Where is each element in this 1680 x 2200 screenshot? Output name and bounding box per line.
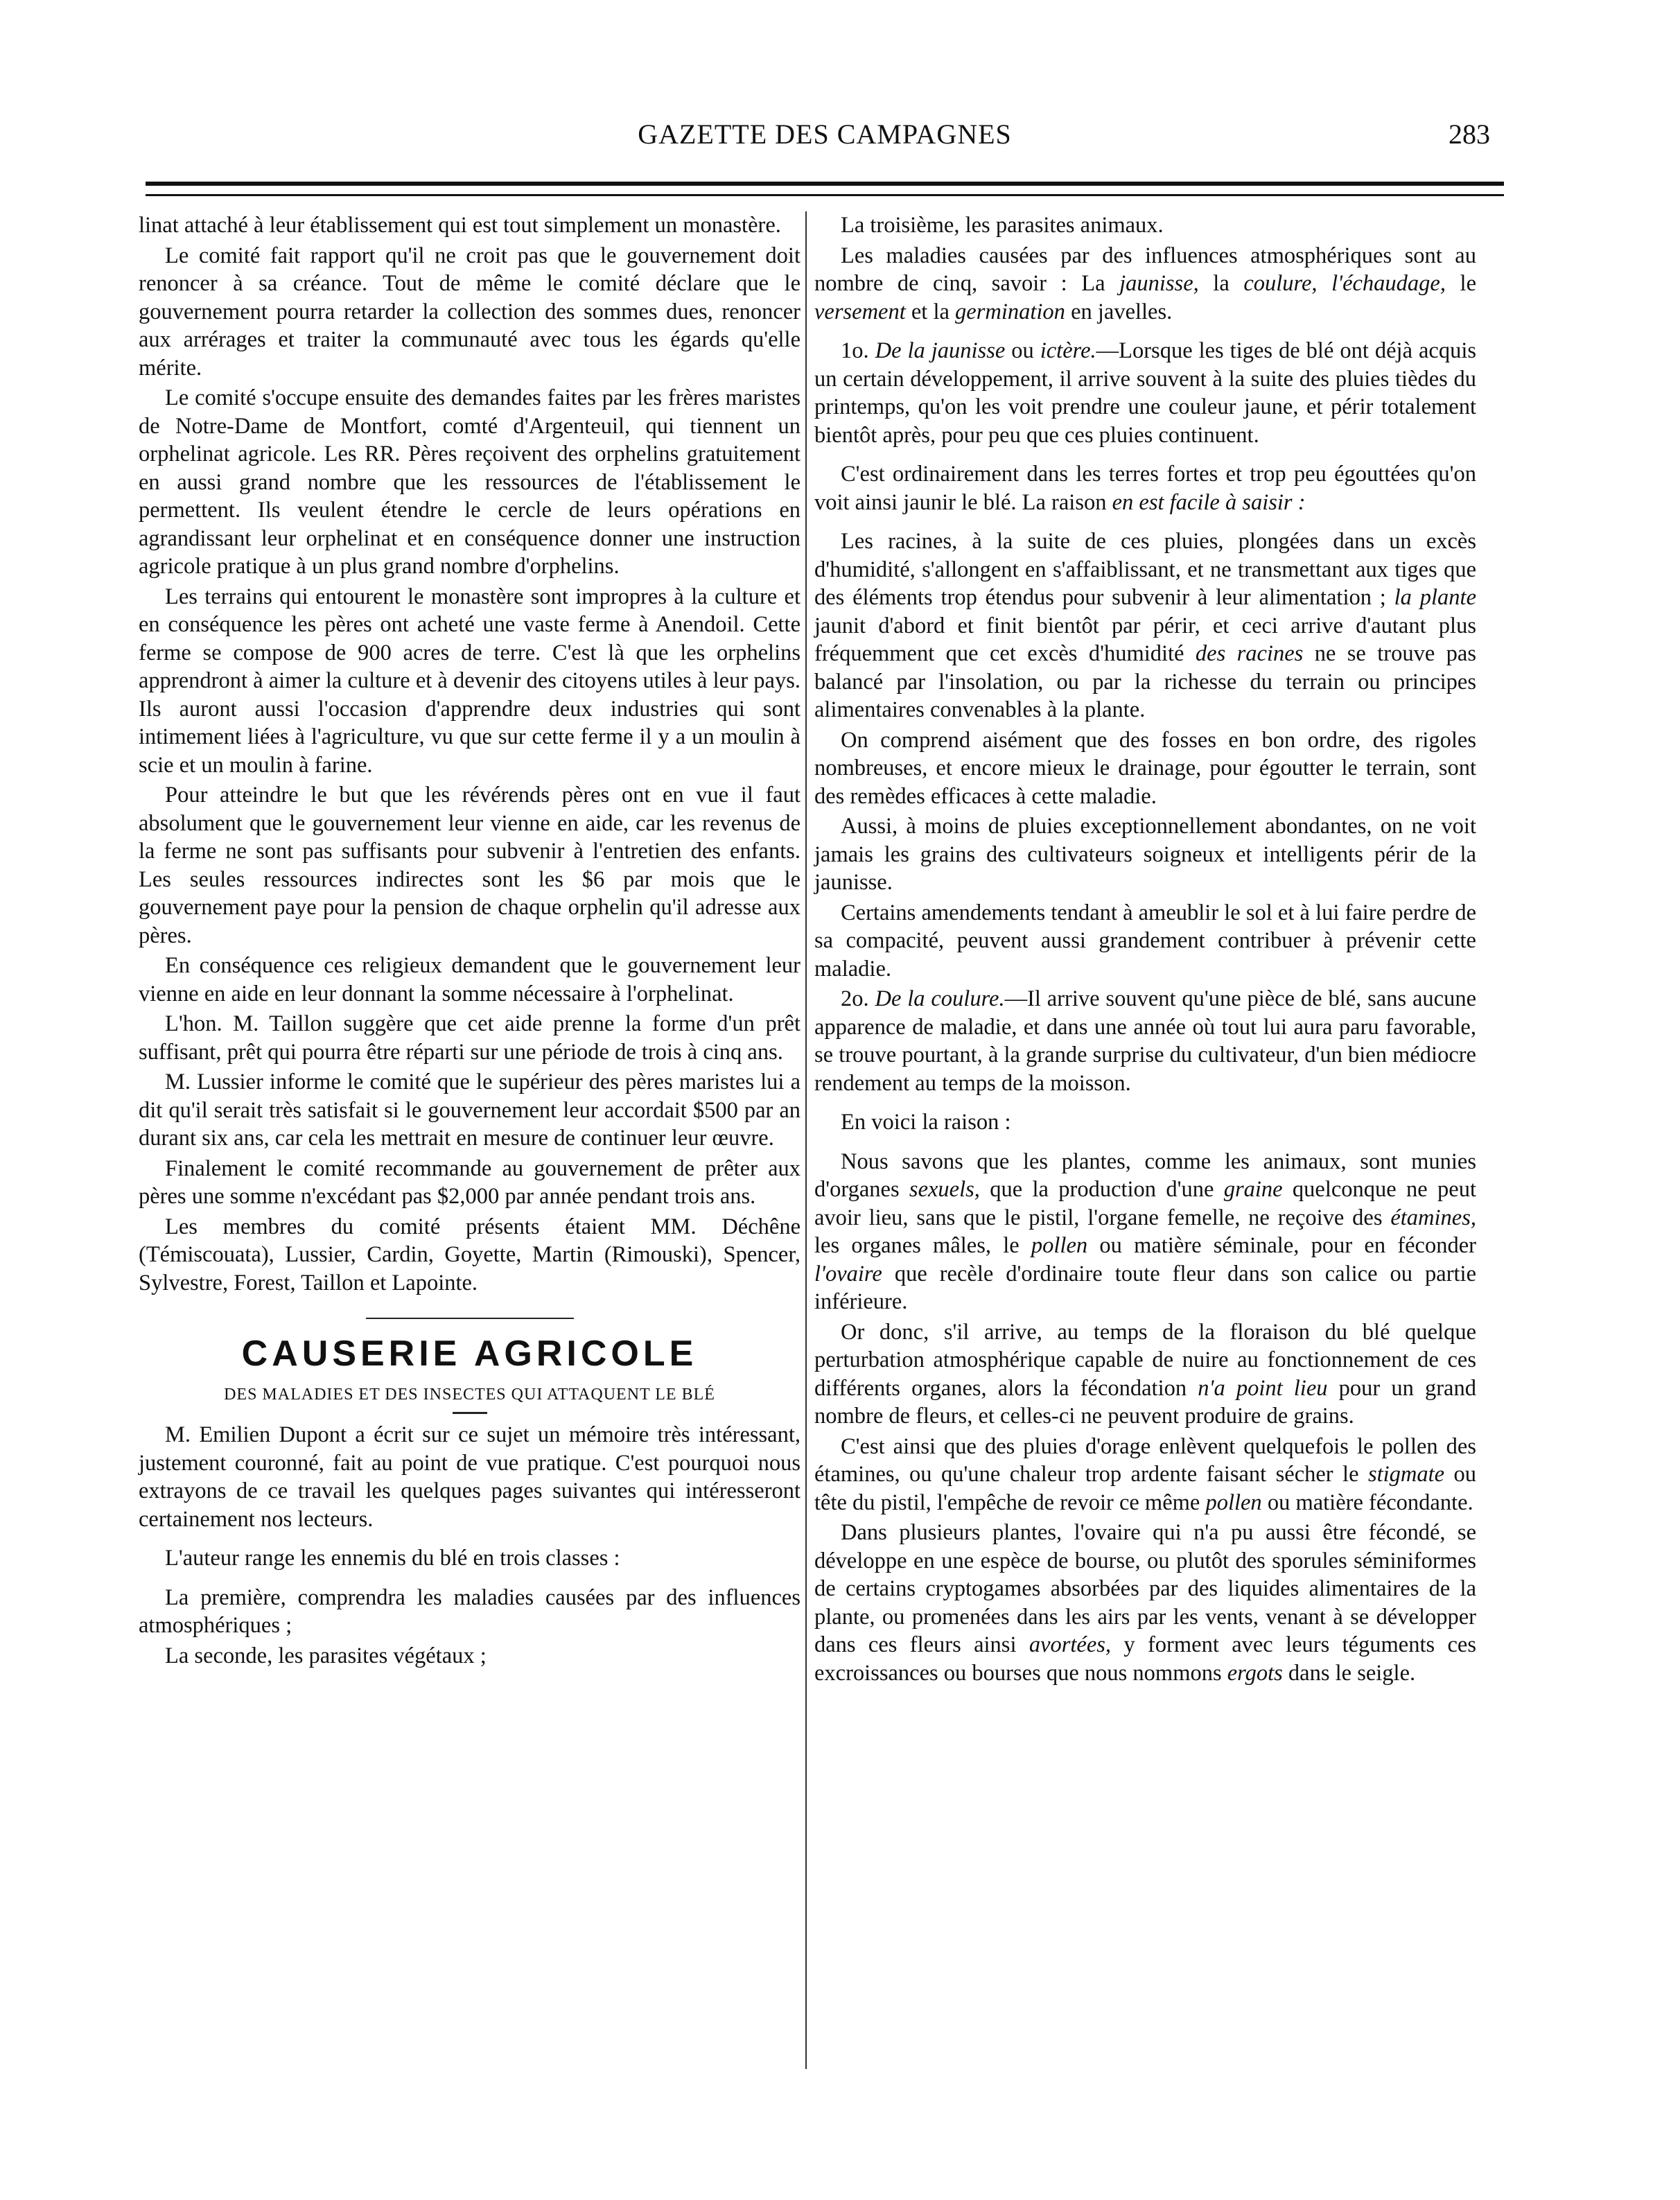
paragraph: L'auteur range les ennemis du blé en trois classes : <box>165 1546 620 1571</box>
paragraph <box>814 1433 1476 1517</box>
text-span: Dans plusieurs plantes, l'ovaire qui n'a pu aussi être fécondé, se développe en une espèce de bourse, ou plutôt des sporules séminiformes de certains cryptogames absorbées par des liquides alimentaires de la plante, ou promenées dans les airs par les vents, venant à se développer dans ces fleurs ainsi <box>814 1520 1476 1657</box>
italic-term: n'a point lieu <box>1198 1375 1328 1401</box>
paragraph: Finalement le comité recommande au gouvernement de prêter aux pères une somme n'excédant pas $2,000 par année pendant trois ans. <box>139 1155 800 1209</box>
paragraph <box>814 985 1476 1097</box>
text-span: jaunit d'abord et finit bientôt par périr, et ceci arrive d'autant plus fréquemment que cet excès d'humidité <box>814 613 1476 666</box>
paragraph: La seconde, les parasites végétaux ; <box>165 1643 487 1668</box>
italic-term: versement <box>814 299 906 324</box>
italic-term: en est facile à saisir : <box>1112 489 1306 515</box>
paragraph: L'hon. M. Taillon suggère que cet aide prenne la forme d'un prêt suffisant, prêt qui pourra être réparti sur une période de trois à cinq ans. <box>139 1011 800 1065</box>
text-span: Or donc, s'il arrive, au temps de la floraison du blé quelque perturbation atmosphérique capable de nuire au fonctionnement de ces différents organes, alors la fécondation <box>814 1319 1476 1401</box>
header-rule <box>146 182 1504 196</box>
section-title: CAUSERIE AGRICOLE <box>241 1334 698 1374</box>
text-span: C'est ordinairement dans les terres fortes et trop peu égouttées qu'on voit ainsi jaunir le blé. La raison <box>814 462 1476 515</box>
text-span: 2o. <box>841 986 875 1011</box>
text-span: quelconque ne peut avoir lieu, sans que le pistil, l'organe femelle, ne reçoive des <box>814 1177 1477 1230</box>
text-span: y forment avec leurs téguments ces excroissances ou bourses que nous nommons <box>814 1632 1476 1686</box>
italic-term: graine <box>1223 1177 1283 1202</box>
paragraph: Le comité fait rapport qu'il ne croit pas que le gouvernement doit renoncer à sa créance. Tout de même le comité déclare que le gouvernement pourra retarder la collection des sommes dues, renoncer aux arrérages et traiter la communauté avec tous les égards qu'elle mérite. <box>139 243 800 381</box>
paragraph: Pour atteindre le but que les révérends pères ont en vue il faut absolument que le gouvernement leur vienne en aide, car les revenus de la ferme ne sont pas suffisants pour subvenir à l'entretien des enfants. Les seules ressources indirectes sont les $6 par mois que le gouvernement paye pour la pension de chaque orphelin qu'il adresse aux pères. <box>139 783 800 948</box>
left-column <box>139 211 800 1670</box>
text-span: pour un grand nombre de fleurs, et celles-ci ne peuvent produire de grains. <box>814 1375 1476 1429</box>
italic-term: jaunisse, <box>1119 271 1199 296</box>
italic-term: avortées, <box>1029 1632 1112 1657</box>
page-header <box>139 118 1511 159</box>
paragraph <box>814 337 1476 449</box>
page-number: 283 <box>1449 119 1490 150</box>
text-span: la <box>1198 271 1244 296</box>
section-subtitle: DES MALADIES ET DES INSECTES QUI ATTAQUENT LE BLÉ <box>224 1386 715 1404</box>
text-span <box>1318 271 1332 296</box>
paragraph: M. Lussier informe le comité que le supérieur des pères maristes lui a dit qu'il serait très satisfait si le gouvernement leur accordait $500 par an durant six ans, car cela les mettrait en mesure de continuer leur œuvre. <box>139 1070 800 1151</box>
italic-term: sexuels, <box>909 1177 980 1202</box>
paragraph: La troisième, les parasites animaux. <box>841 213 1164 238</box>
paragraph: M. Emilien Dupont a écrit sur ce sujet un mémoire très intéressant, justement couronné, fait au point de vue pratique. C'est pourquoi nous extrayons de ce travail les quelques pages suivantes qui intéresseront certainement nos lecteurs. <box>139 1422 800 1532</box>
italic-term: pollen <box>1205 1490 1262 1515</box>
text-span: 1o. <box>841 338 875 363</box>
paragraph <box>814 1148 1476 1316</box>
text-span: que recèle d'ordinaire toute fleur dans son calice ou partie inférieure. <box>814 1261 1476 1314</box>
italic-term: coulure, <box>1243 271 1318 296</box>
paragraph: Certains amendements tendant à ameublir le sol et à lui faire perdre de sa compacité, peuvent aussi grandement contribuer à prévenir cette maladie. <box>814 900 1476 981</box>
short-rule <box>453 1412 487 1414</box>
paragraph <box>814 1519 1476 1687</box>
text-span: ou matière séminale, pour en féconder <box>1087 1233 1476 1258</box>
column-divider <box>805 211 807 2069</box>
text-span: —Il arrive souvent qu'une pièce de blé, sans aucune apparence de maladie, et dans une année où tout lui aura paru favorable, se trouve pourtant, à la grande surprise du cultivateur, d'un bien médiocre rendement au temps de la moisson. <box>814 986 1476 1096</box>
italic-term: des racines <box>1195 641 1304 666</box>
paragraph: On comprend aisément que des fosses en bon ordre, des rigoles nombreuses, et encore mieux le drainage, pour égoutter le terrain, sont des remèdes efficaces à cette maladie. <box>814 727 1476 809</box>
text-span: les organes mâles, le <box>814 1233 1031 1258</box>
paragraph <box>814 1318 1476 1431</box>
text-span: —Lorsque les tiges de blé ont déjà acquis un certain développement, il arrive souvent à la suite des pluies tièdes du printemps, qu'on les voit prendre une couleur jaune, et périr totalement bientôt après, pour peu que ces pluies continuent. <box>814 338 1476 448</box>
text-span: Nous savons que les plantes, comme les animaux, sont munies d'organes <box>814 1149 1476 1202</box>
italic-term: l'ovaire <box>814 1261 882 1286</box>
text-span: Les racines, à la suite de ces pluies, plongées dans un excès d'humidité, s'allongent en s'affaiblissant, et ne transmettant aux tiges que des éléments trop étendus pour subvenir à leur alimentation ; <box>814 529 1476 610</box>
paragraph: Les terrains qui entourent le monastère sont impropres à la culture et en conséquence les pères ont acheté une vaste ferme à Anendoil. Cette ferme se compose de 900 acres de terre. C'est là que les orphelins apprendront à aimer la culture et à devenir des citoyens utiles à leur pays. Ils auront aussi l'occasion d'apprendre deux industries qui sont intimement liées à l'agriculture, vu que sur cette ferme il y a un moulin à scie et un moulin à farine. <box>139 584 800 778</box>
text-span: et la <box>905 299 956 324</box>
paragraph <box>814 242 1476 326</box>
text-span: ne se trouve pas balancé par l'insolation, ou par la richesse du terrain ou principes alimentaires convenables à la plante. <box>814 641 1476 722</box>
text-span: dans le seigle. <box>1282 1660 1416 1686</box>
paragraph: La première, comprendra les maladies causées par des influences atmosphériques ; <box>139 1584 800 1638</box>
italic-term: pollen <box>1031 1233 1088 1258</box>
text-span: ou tête du pistil, l'empêche de revoir ce même <box>814 1462 1477 1515</box>
text-span: que la production d'une <box>979 1177 1224 1202</box>
section-divider <box>366 1312 574 1319</box>
paragraph: Le comité s'occupe ensuite des demandes faites par les frères maristes de Notre-Dame de Montfort, comté d'Argenteuil, qui tiennent un orphelinat agricole. Les RR. Pères reçoivent des orphelins gratuitement en aussi grand nombre que les ressources de l'établissement le permettent. Ils veulent étendre le cercle de leurs opérations en agrandissant leur orphelinat et en conséquence donner une instruction agricole pratique à un plus grand nombre d'orphelins. <box>139 385 800 579</box>
text-span: en javelles. <box>1065 299 1173 324</box>
text-span: ou <box>1005 338 1040 363</box>
paragraph <box>814 460 1476 516</box>
italic-term: l'échaudage, <box>1331 271 1446 296</box>
italic-term: stigmate <box>1367 1462 1445 1487</box>
italic-term: De la jaunisse <box>875 338 1006 363</box>
text-span: Les maladies causées par des influences atmosphériques sont au nombre de cinq, savoir : La <box>814 243 1476 296</box>
text-span: le <box>1445 271 1476 296</box>
paragraph: Les membres du comité présents étaient MM. Déchêne (Témiscouata), Lussier, Cardin, Goyette, Martin (Rimouski), Spencer, Sylvestre, Forest, Taillon et Lapointe. <box>139 1214 800 1295</box>
italic-term: ictère. <box>1040 338 1096 363</box>
running-title: GAZETTE DES CAMPAGNES <box>638 119 1012 150</box>
paragraph <box>814 527 1476 724</box>
paragraph: linat attaché à leur établissement qui est tout simplement un monastère. <box>139 213 781 238</box>
right-column <box>814 211 1476 1687</box>
text-span: C'est ainsi que des pluies d'orage enlèvent quelquefois le pollen des étamines, ou qu'une chaleur trop ardente faisant sécher le <box>814 1433 1476 1487</box>
italic-term: De la coulure. <box>875 986 1005 1011</box>
paragraph: Aussi, à moins de pluies exceptionnellement abondantes, on ne voit jamais les grains des cultivateurs soigneux et intelligents périr de la jaunisse. <box>814 814 1476 895</box>
italic-term: la plante <box>1394 585 1476 610</box>
text-span: ou matière fécondante. <box>1261 1490 1473 1515</box>
paragraph: En conséquence ces religieux demandent que le gouvernement leur vienne en aide en leur donnant la somme nécessaire à l'orphelinat. <box>139 953 800 1006</box>
italic-term: ergots <box>1227 1660 1283 1686</box>
paragraph: En voici la raison : <box>841 1110 1011 1135</box>
italic-term: étamines, <box>1390 1205 1476 1230</box>
italic-term: germination <box>955 299 1065 324</box>
